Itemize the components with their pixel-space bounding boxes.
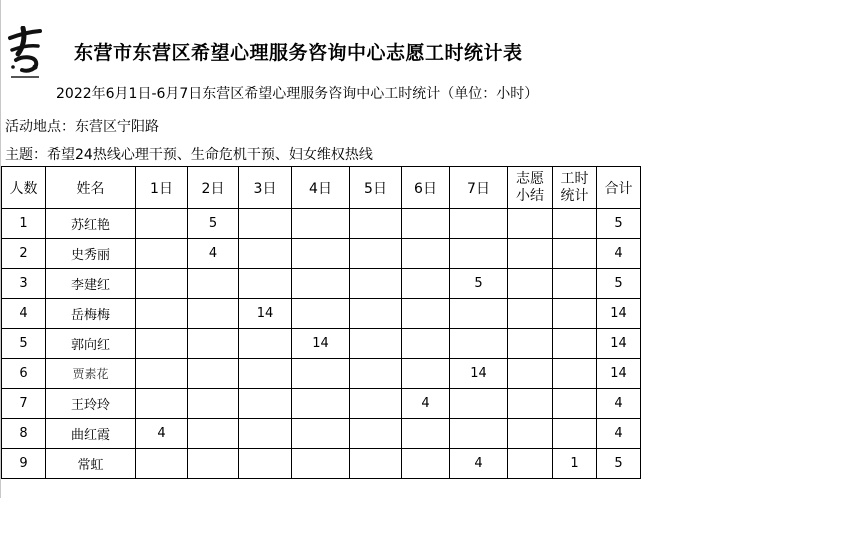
cell-hours [553,329,597,359]
cell-summary [508,329,553,359]
cell-day-1 [136,359,188,389]
cell-day-4 [292,209,350,239]
cell-count: 4 [2,299,46,329]
cell-day-5 [350,359,402,389]
cell-name: 李建红 [46,269,136,299]
cell-day-1 [136,299,188,329]
cell-hours: 1 [553,449,597,479]
cell-count: 1 [2,209,46,239]
cell-day-4 [292,269,350,299]
table-row [2,359,641,389]
cell-total: 5 [597,269,641,299]
cell-day-2 [188,329,239,359]
cell-day-6: 4 [402,389,450,419]
header-total: 合计 [597,167,641,209]
header-day-7: 7日 [450,167,508,209]
cell-hours [553,209,597,239]
cell-day-1 [136,239,188,269]
cell-day-5 [350,299,402,329]
cell-name: 史秀丽 [46,239,136,269]
cell-day-5 [350,449,402,479]
cell-total: 4 [597,389,641,419]
cell-count: 2 [2,239,46,269]
cell-summary [508,209,553,239]
cell-name: 王玲玲 [46,389,136,419]
cell-hours [553,359,597,389]
cell-day-7 [450,239,508,269]
cell-day-2 [188,299,239,329]
cell-day-4 [292,419,350,449]
cell-day-3 [239,329,292,359]
header-hours-label [561,171,589,205]
volunteer-logo-icon [6,26,44,82]
cell-day-4 [292,239,350,269]
cell-day-5 [350,419,402,449]
cell-day-7 [450,419,508,449]
header-hours [553,167,597,209]
table-row [2,329,641,359]
cell-day-6 [402,239,450,269]
cell-day-5 [350,329,402,359]
header-summary-line-2: 小结 [516,187,544,204]
cell-day-3 [239,389,292,419]
cell-day-6 [402,329,450,359]
cell-day-7: 4 [450,449,508,479]
cell-summary [508,389,553,419]
cell-day-1 [136,449,188,479]
cell-day-6 [402,299,450,329]
cell-day-7: 5 [450,269,508,299]
cell-day-5 [350,269,402,299]
table-row [2,419,641,449]
cell-total: 14 [597,299,641,329]
table-row [2,209,641,239]
volunteer-hours-table [1,166,641,479]
cell-day-1: 4 [136,419,188,449]
cell-total: 4 [597,419,641,449]
cell-day-6 [402,269,450,299]
header-hours-line-1: 工时 [560,170,589,187]
cell-name: 苏红艳 [46,209,136,239]
cell-day-4 [292,359,350,389]
cell-summary [508,239,553,269]
cell-day-4 [292,449,350,479]
cell-day-3 [239,269,292,299]
cell-day-5 [350,209,402,239]
header-summary-line-1: 志愿 [516,170,544,187]
cell-hours [553,389,597,419]
cell-summary [508,359,553,389]
cell-day-7 [450,329,508,359]
header-day-2: 2日 [188,167,239,209]
page-title: 东营市东营区希望心理服务咨询中心志愿工时统计表 [74,42,523,64]
cell-name: 郭向红 [46,329,136,359]
cell-hours [553,419,597,449]
cell-total: 4 [597,239,641,269]
cell-hours [553,269,597,299]
cell-day-3 [239,209,292,239]
cell-day-3 [239,449,292,479]
cell-day-3: 14 [239,299,292,329]
cell-day-1 [136,329,188,359]
cell-day-3 [239,239,292,269]
cell-day-2 [188,269,239,299]
cell-day-6 [402,209,450,239]
table-row [2,239,641,269]
cell-day-6 [402,359,450,389]
cell-name: 岳梅梅 [46,299,136,329]
cell-day-7: 14 [450,359,508,389]
cell-day-2 [188,359,239,389]
cell-day-1 [136,209,188,239]
cell-name: 曲红霞 [46,419,136,449]
table-row [2,449,641,479]
activity-location: 活动地点：东营区宁阳路 [5,119,159,135]
cell-day-7 [450,209,508,239]
table-row [2,299,641,329]
cell-count: 5 [2,329,46,359]
cell-day-4: 14 [292,329,350,359]
cell-day-1 [136,269,188,299]
cell-day-4 [292,389,350,419]
cell-day-7 [450,299,508,329]
header-name: 姓名 [46,167,136,209]
cell-count: 6 [2,359,46,389]
header-day-3: 3日 [239,167,292,209]
header-day-1: 1日 [136,167,188,209]
cell-summary [508,419,553,449]
cell-day-2 [188,449,239,479]
cell-day-6 [402,449,450,479]
header-day-6: 6日 [402,167,450,209]
header-day-4: 4日 [292,167,350,209]
table-row [2,269,641,299]
cell-count: 3 [2,269,46,299]
cell-hours [553,239,597,269]
cell-total: 5 [597,209,641,239]
cell-day-3 [239,359,292,389]
header-summary-label [516,171,544,205]
cell-day-2 [188,419,239,449]
cell-count: 7 [2,389,46,419]
table-row [2,389,641,419]
header-summary [508,167,553,209]
cell-count: 8 [2,419,46,449]
cell-day-2: 4 [188,239,239,269]
cell-day-7 [450,389,508,419]
header-hours-line-2: 统计 [560,187,589,204]
cell-day-5 [350,389,402,419]
header-count: 人数 [2,167,46,209]
cell-day-1 [136,389,188,419]
cell-day-2: 5 [188,209,239,239]
cell-total: 14 [597,329,641,359]
cell-summary [508,269,553,299]
activity-theme: 主题：希望24热线心理干预、生命危机干预、妇女维权热线 [5,147,373,163]
cell-day-4 [292,299,350,329]
cell-summary [508,449,553,479]
cell-day-6 [402,419,450,449]
cell-name: 常虹 [46,449,136,479]
cell-total: 5 [597,449,641,479]
cell-day-2 [188,389,239,419]
header-day-5: 5日 [350,167,402,209]
cell-count: 9 [2,449,46,479]
period-subtitle: 2022年6月1日-6月7日东营区希望心理服务咨询中心工时统计（单位：小时） [56,86,539,102]
cell-summary [508,299,553,329]
cell-hours [553,299,597,329]
cell-day-5 [350,239,402,269]
cell-day-3 [239,419,292,449]
cell-name: 贾素花 [46,359,136,389]
table-header-row [2,167,641,209]
cell-total: 14 [597,359,641,389]
